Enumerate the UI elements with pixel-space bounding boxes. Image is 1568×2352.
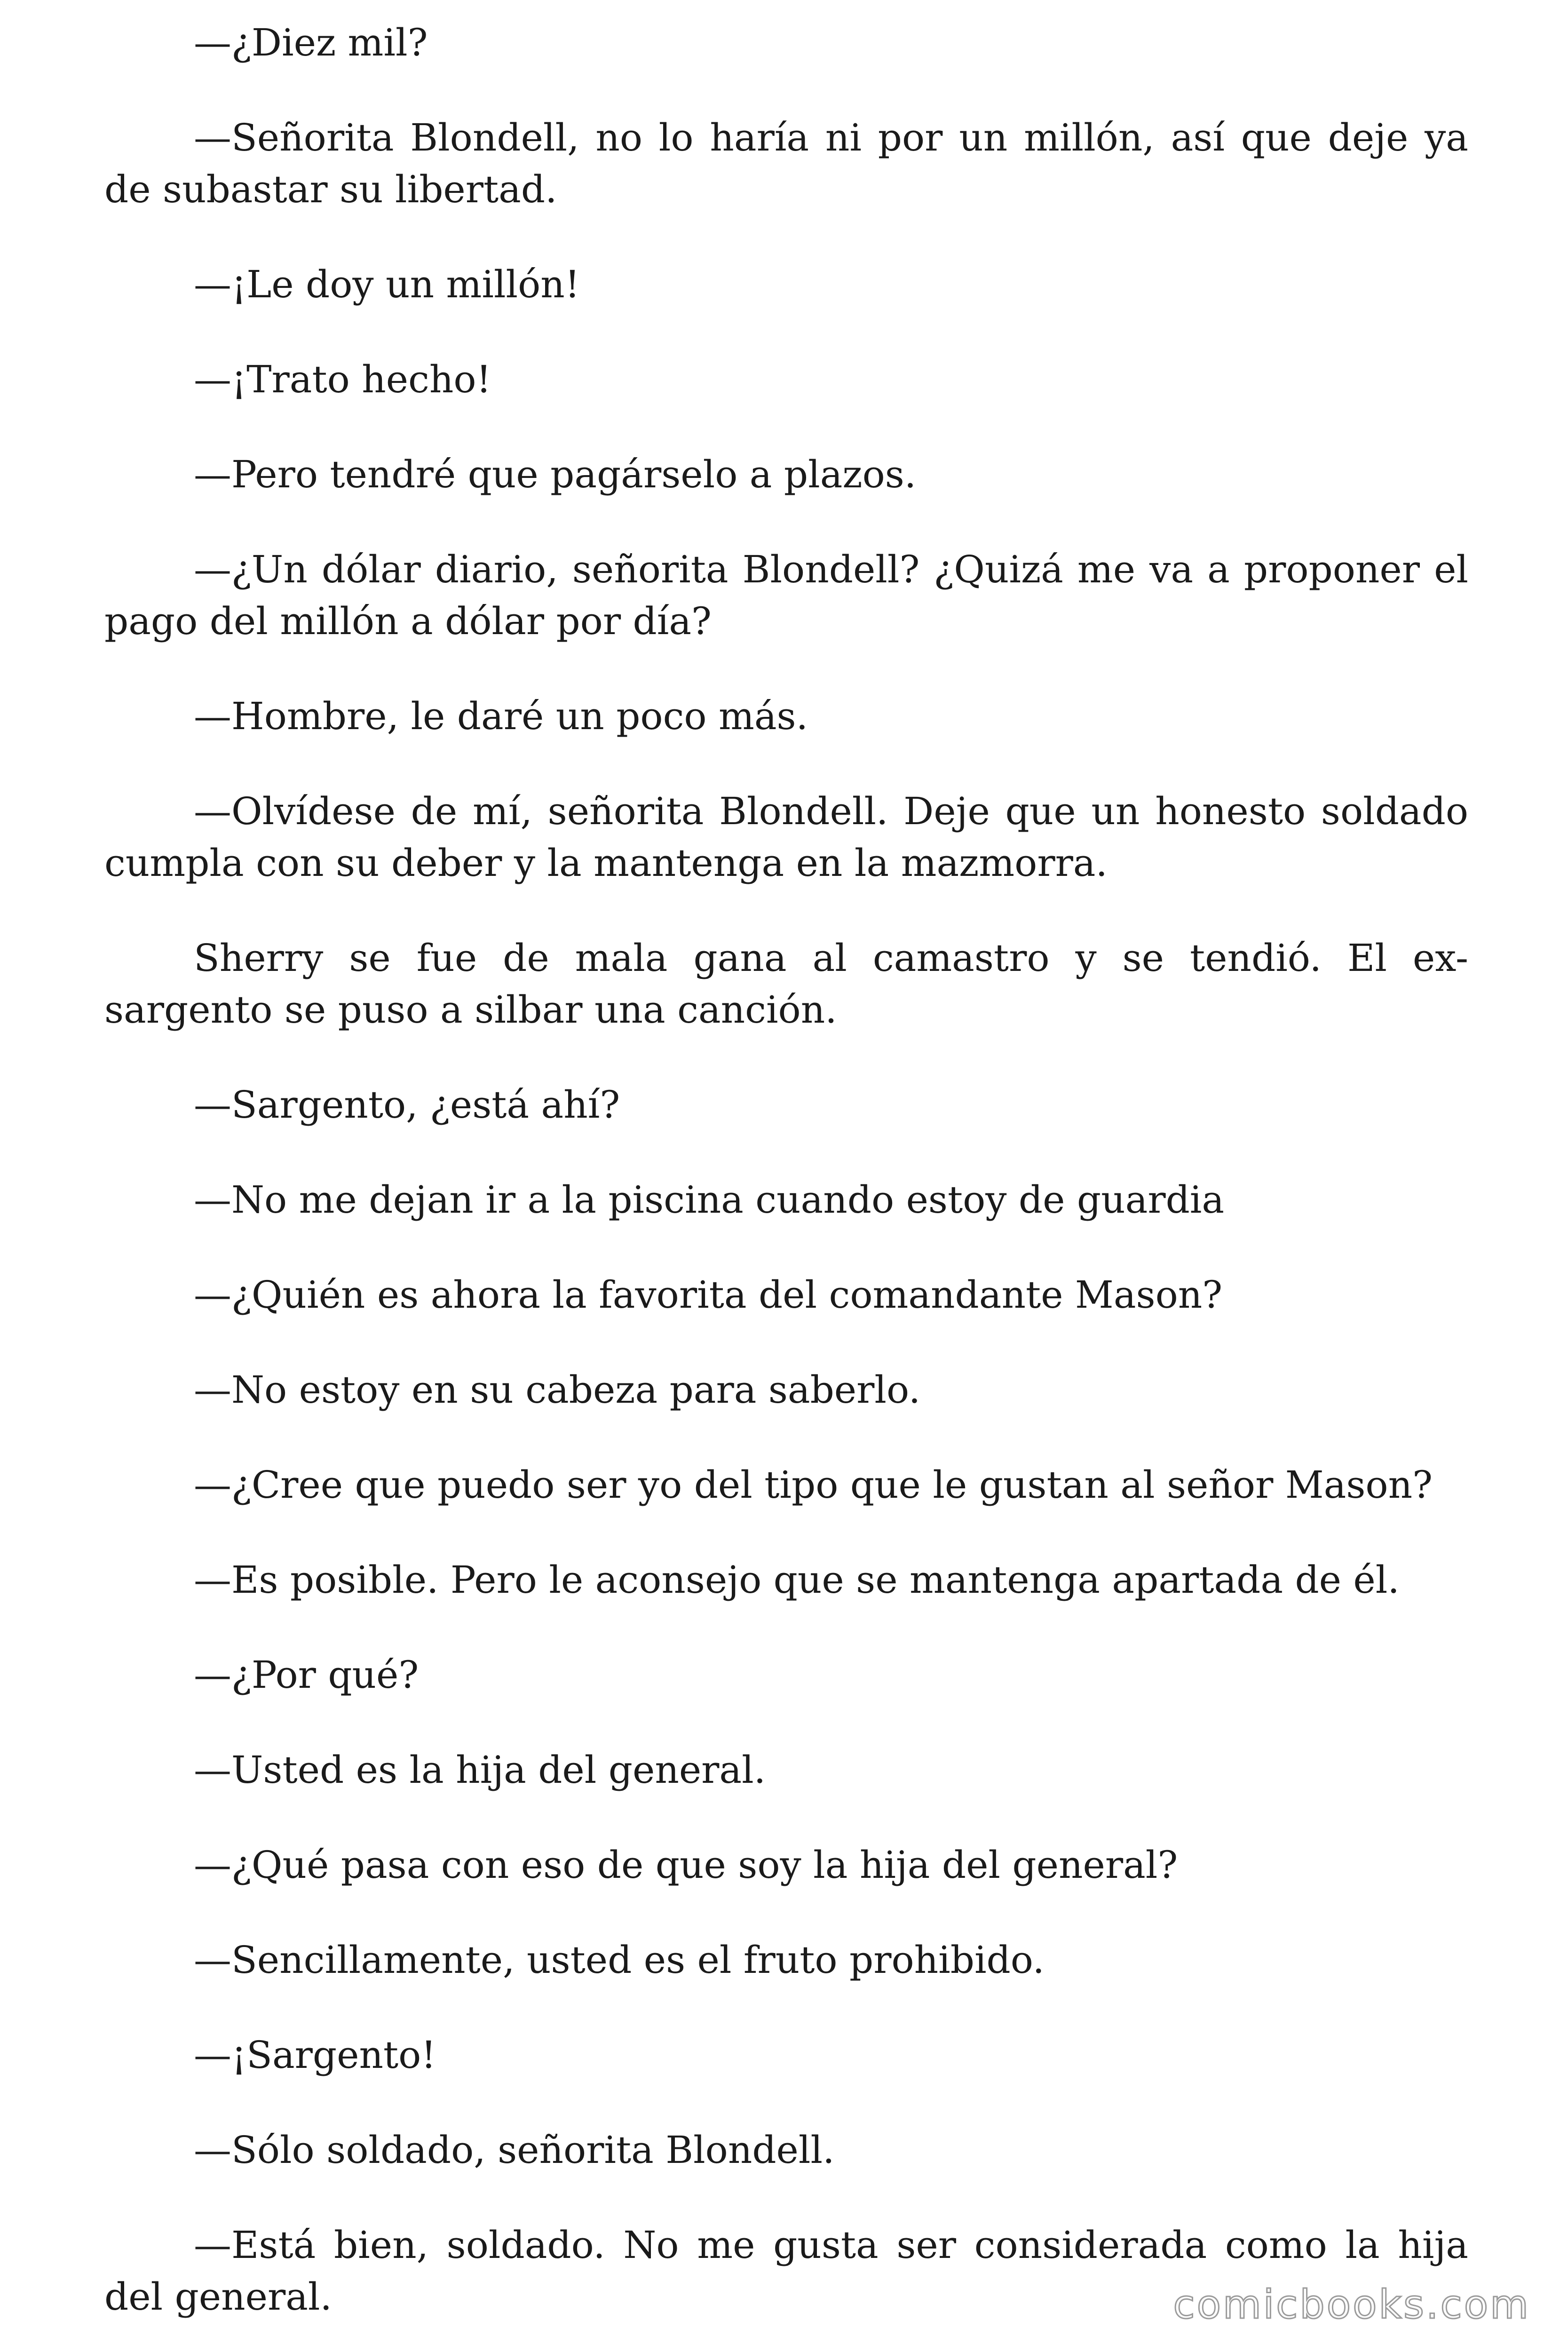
paragraph: —Olvídese de mí, señorita Blondell. Deje que un honesto soldado cumpla con su deber y la mantenga en la mazmorra. (104, 789, 1468, 885)
paragraph: —No me dejan ir a la piscina cuando estoy de guardia (194, 1178, 1225, 1222)
paragraph: —¿Diez mil? (194, 21, 428, 64)
paragraph: —Señorita Blondell, no lo haría ni por un millón, así que deje ya de subastar su libertad. (104, 116, 1468, 211)
paragraph: —¿Quién es ahora la favorita del comandante Mason? (194, 1273, 1223, 1317)
paragraph: —¿Cree que puedo ser yo del tipo que le gustan al señor Mason? (194, 1463, 1433, 1507)
paragraph: —No estoy en su cabeza para saberlo. (194, 1368, 921, 1412)
paragraph: —Sencillamente, usted es el fruto prohibido. (194, 1938, 1045, 1982)
paragraph: —¡Trato hecho! (194, 358, 491, 401)
paragraph: —Pero tendré que pagárselo a plazos. (194, 453, 917, 496)
paragraph: —Es posible. Pero le aconsejo que se mantenga apartada de él. (194, 1558, 1400, 1602)
paragraph: —¿Un dólar diario, señorita Blondell? ¿Quizá me va a proponer el pago del millón a dólar por día? (104, 548, 1468, 643)
paragraph: Sherry se fue de mala gana al camastro y se tendió. El ex-sargento se puso a silbar una canción. (104, 936, 1468, 1032)
paragraph: —Está bien, soldado. No me gusta ser considerada como la hija del general. (104, 2223, 1468, 2319)
paragraph: —Sargento, ¿está ahí? (194, 1083, 620, 1127)
paragraph: —Usted es la hija del general. (194, 1748, 766, 1792)
paragraph: —Sólo soldado, señorita Blondell. (194, 2128, 835, 2172)
watermark-logo: comicbooks.com (1173, 2281, 1530, 2328)
paragraph: —¡Sargento! (194, 2033, 436, 2077)
paragraph: —¿Qué pasa con eso de que soy la hija del general? (194, 1843, 1178, 1887)
paragraph: —Hombre, le daré un poco más. (194, 694, 808, 738)
paragraph: —¡Le doy un millón! (194, 262, 580, 306)
paragraph: —¿Por qué? (194, 1653, 419, 1697)
book-page-text (104, 17, 1468, 2352)
